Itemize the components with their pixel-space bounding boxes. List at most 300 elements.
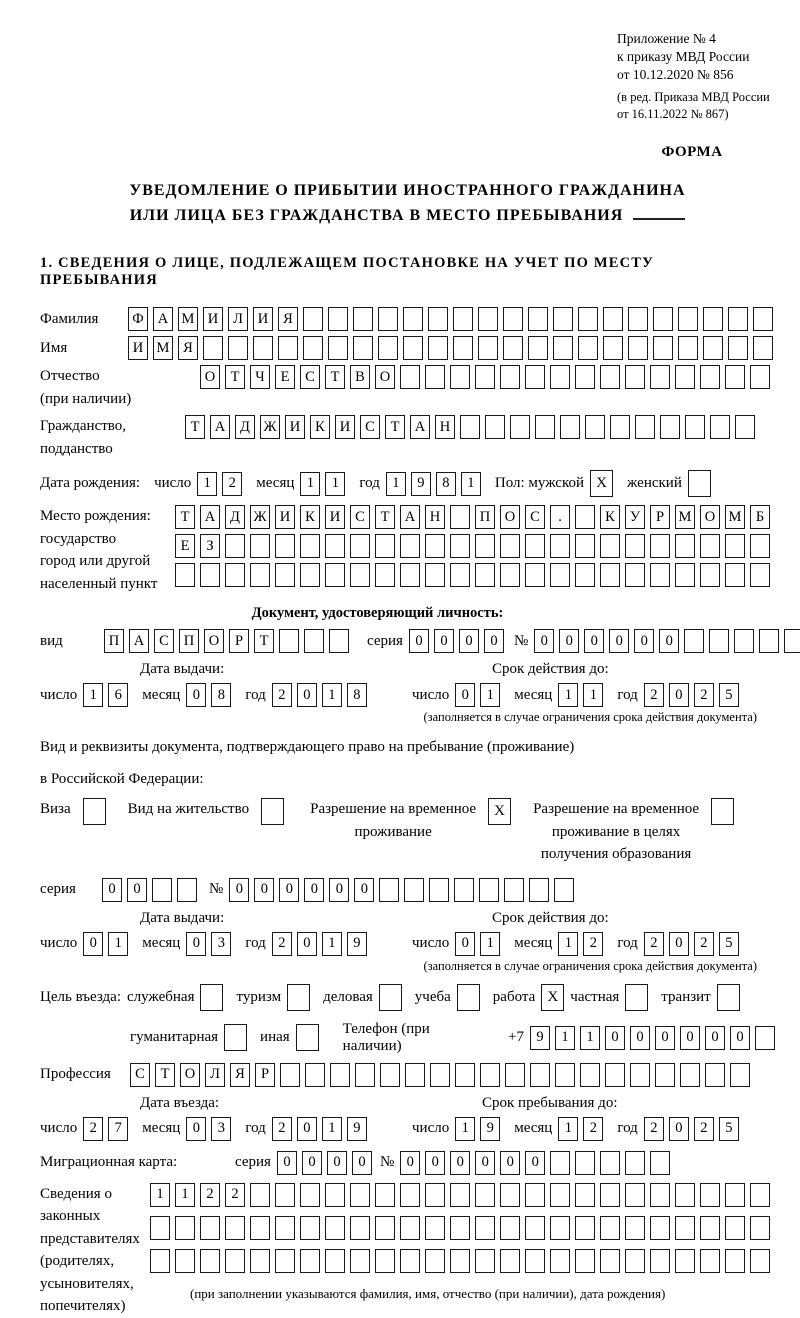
cell[interactable]	[553, 307, 573, 331]
cell[interactable]: 0	[459, 629, 479, 653]
cell[interactable]: 0	[425, 1151, 445, 1175]
cell[interactable]	[500, 563, 520, 587]
cell[interactable]: 0	[609, 629, 629, 653]
doc-series-cells[interactable]	[409, 629, 504, 653]
cell[interactable]: 8	[436, 472, 456, 496]
cell[interactable]	[580, 1063, 600, 1087]
cell[interactable]	[278, 336, 298, 360]
cell[interactable]: И	[253, 307, 273, 331]
cell[interactable]	[725, 365, 745, 389]
cell[interactable]	[403, 336, 423, 360]
cell[interactable]: М	[153, 336, 173, 360]
cell[interactable]: М	[675, 505, 695, 529]
entry-day-cells[interactable]	[83, 1117, 128, 1141]
cell[interactable]: 9	[480, 1117, 500, 1141]
cell[interactable]: 0	[705, 1026, 725, 1050]
cell[interactable]	[625, 563, 645, 587]
cell[interactable]	[224, 1024, 247, 1051]
cell[interactable]	[660, 415, 680, 439]
cell[interactable]	[709, 629, 729, 653]
representatives-cells-row1[interactable]	[150, 1183, 770, 1207]
cell[interactable]	[453, 307, 473, 331]
cell[interactable]: П	[179, 629, 199, 653]
cell[interactable]	[725, 563, 745, 587]
permit-valid-year-cells[interactable]	[644, 932, 739, 956]
cell[interactable]	[400, 1183, 420, 1207]
cell[interactable]	[600, 1249, 620, 1273]
purpose-business-checkbox[interactable]	[379, 984, 402, 1011]
cell[interactable]	[275, 1216, 295, 1240]
cell[interactable]	[650, 1249, 670, 1273]
cell[interactable]	[684, 629, 704, 653]
cell[interactable]	[535, 415, 555, 439]
birth-year-cells[interactable]	[386, 472, 481, 496]
cell[interactable]	[250, 534, 270, 558]
cell[interactable]: 1	[322, 1117, 342, 1141]
cell[interactable]: Д	[235, 415, 255, 439]
cell[interactable]: 2	[272, 932, 292, 956]
cell[interactable]: С	[525, 505, 545, 529]
cell[interactable]	[460, 415, 480, 439]
cell[interactable]	[478, 336, 498, 360]
cell[interactable]	[325, 1216, 345, 1240]
cell[interactable]: 0	[584, 629, 604, 653]
cell[interactable]	[753, 336, 773, 360]
cell[interactable]: 6	[108, 683, 128, 707]
cell[interactable]	[625, 365, 645, 389]
cell[interactable]	[378, 336, 398, 360]
cell[interactable]	[500, 1249, 520, 1273]
cell[interactable]: С	[130, 1063, 150, 1087]
citizenship-cells[interactable]	[185, 415, 755, 439]
cell[interactable]	[303, 336, 323, 360]
cell[interactable]	[730, 1063, 750, 1087]
cell[interactable]	[575, 534, 595, 558]
doc-valid-month-cells[interactable]	[558, 683, 603, 707]
cell[interactable]	[350, 1183, 370, 1207]
cell[interactable]: 0	[409, 629, 429, 653]
purpose-humanitarian-checkbox[interactable]	[224, 1024, 247, 1051]
permit-valid-month-cells[interactable]	[558, 932, 603, 956]
cell[interactable]: О	[375, 365, 395, 389]
cell[interactable]	[300, 1249, 320, 1273]
cell[interactable]: 2	[644, 683, 664, 707]
cell[interactable]	[734, 629, 754, 653]
cell[interactable]	[330, 1063, 350, 1087]
cell[interactable]: У	[625, 505, 645, 529]
cell[interactable]: 2	[583, 932, 603, 956]
entry-year-cells[interactable]	[272, 1117, 367, 1141]
cell[interactable]: А	[210, 415, 230, 439]
cell[interactable]	[503, 307, 523, 331]
cell[interactable]: И	[203, 307, 223, 331]
cell[interactable]	[177, 878, 197, 902]
cell[interactable]	[750, 1216, 770, 1240]
cell[interactable]	[253, 336, 273, 360]
cell[interactable]	[575, 563, 595, 587]
cell[interactable]: 0	[525, 1151, 545, 1175]
cell[interactable]: Т	[375, 505, 395, 529]
cell[interactable]	[635, 415, 655, 439]
cell[interactable]	[379, 878, 399, 902]
cell[interactable]: 0	[450, 1151, 470, 1175]
cell[interactable]: Т	[155, 1063, 175, 1087]
cell[interactable]	[675, 563, 695, 587]
cell[interactable]: Я	[178, 336, 198, 360]
cell[interactable]	[650, 563, 670, 587]
cell[interactable]: 0	[455, 683, 475, 707]
cell[interactable]: 0	[475, 1151, 495, 1175]
cell[interactable]	[455, 1063, 475, 1087]
cell[interactable]: О	[700, 505, 720, 529]
cell[interactable]	[728, 307, 748, 331]
cell[interactable]: Т	[225, 365, 245, 389]
cell[interactable]: 9	[530, 1026, 550, 1050]
cell[interactable]	[280, 1063, 300, 1087]
cell[interactable]: В	[350, 365, 370, 389]
cell[interactable]	[603, 336, 623, 360]
cell[interactable]	[600, 365, 620, 389]
cell[interactable]	[600, 563, 620, 587]
cell[interactable]: 1	[558, 932, 578, 956]
cell[interactable]	[554, 878, 574, 902]
cell[interactable]: Т	[175, 505, 195, 529]
patronymic-cells[interactable]	[200, 365, 770, 389]
entry-month-cells[interactable]	[186, 1117, 231, 1141]
cell[interactable]	[750, 534, 770, 558]
cell[interactable]	[250, 1216, 270, 1240]
cell[interactable]	[355, 1063, 375, 1087]
cell[interactable]	[225, 534, 245, 558]
cell[interactable]	[475, 365, 495, 389]
cell[interactable]	[475, 1216, 495, 1240]
doc-kind-cells[interactable]	[104, 629, 349, 653]
cell[interactable]	[425, 1183, 445, 1207]
cell[interactable]: 0	[400, 1151, 420, 1175]
birth-place-cells-row1[interactable]	[175, 505, 770, 529]
cell[interactable]	[750, 1249, 770, 1273]
cell[interactable]: 0	[634, 629, 654, 653]
cell[interactable]	[550, 1249, 570, 1273]
cell[interactable]	[560, 415, 580, 439]
cell[interactable]	[250, 563, 270, 587]
cell[interactable]	[350, 563, 370, 587]
cell[interactable]	[450, 365, 470, 389]
cell[interactable]: М	[725, 505, 745, 529]
cell[interactable]: 0	[669, 932, 689, 956]
cell[interactable]: 1	[322, 683, 342, 707]
cell[interactable]	[353, 307, 373, 331]
cell[interactable]: Т	[325, 365, 345, 389]
purpose-study-checkbox[interactable]	[457, 984, 480, 1011]
cell[interactable]	[628, 336, 648, 360]
cell[interactable]: 8	[347, 683, 367, 707]
cell[interactable]: 0	[605, 1026, 625, 1050]
cell[interactable]	[553, 336, 573, 360]
cell[interactable]	[428, 336, 448, 360]
cell[interactable]: Т	[385, 415, 405, 439]
cell[interactable]: 0	[327, 1151, 347, 1175]
cell[interactable]: 1	[558, 683, 578, 707]
edu-permit-checkbox[interactable]	[711, 798, 734, 825]
cell[interactable]: О	[500, 505, 520, 529]
cell[interactable]: С	[350, 505, 370, 529]
cell[interactable]: Е	[275, 365, 295, 389]
cell[interactable]	[450, 563, 470, 587]
cell[interactable]: 0	[630, 1026, 650, 1050]
cell[interactable]	[610, 415, 630, 439]
cell[interactable]: О	[204, 629, 224, 653]
permit-issue-day-cells[interactable]	[83, 932, 128, 956]
cell[interactable]: М	[178, 307, 198, 331]
cell[interactable]: Ж	[260, 415, 280, 439]
cell[interactable]	[685, 415, 705, 439]
cell[interactable]	[378, 307, 398, 331]
cell[interactable]: 9	[411, 472, 431, 496]
cell[interactable]	[400, 1249, 420, 1273]
cell[interactable]: Б	[750, 505, 770, 529]
cell[interactable]	[305, 1063, 325, 1087]
cell[interactable]: 0	[500, 1151, 520, 1175]
cell[interactable]: 0	[186, 1117, 206, 1141]
cell[interactable]: 0	[352, 1151, 372, 1175]
purpose-other-checkbox[interactable]	[296, 1024, 319, 1051]
cell[interactable]: 0	[659, 629, 679, 653]
cell[interactable]	[475, 534, 495, 558]
cell[interactable]	[380, 1063, 400, 1087]
cell[interactable]: 1	[558, 1117, 578, 1141]
cell[interactable]	[525, 365, 545, 389]
cell[interactable]: О	[180, 1063, 200, 1087]
cell[interactable]	[550, 563, 570, 587]
cell[interactable]: 2	[83, 1117, 103, 1141]
representatives-cells-row2[interactable]	[150, 1216, 770, 1240]
cell[interactable]	[485, 415, 505, 439]
cell[interactable]: А	[400, 505, 420, 529]
cell[interactable]	[625, 534, 645, 558]
cell[interactable]	[175, 563, 195, 587]
cell[interactable]	[675, 365, 695, 389]
cell[interactable]: И	[285, 415, 305, 439]
cell[interactable]	[725, 1249, 745, 1273]
representatives-cells-row3[interactable]	[150, 1249, 770, 1273]
cell[interactable]	[625, 1183, 645, 1207]
cell[interactable]	[303, 307, 323, 331]
cell[interactable]	[150, 1249, 170, 1273]
stay-year-cells[interactable]	[644, 1117, 739, 1141]
cell[interactable]	[703, 307, 723, 331]
cell[interactable]: 0	[730, 1026, 750, 1050]
cell[interactable]: 2	[694, 1117, 714, 1141]
cell[interactable]	[525, 1216, 545, 1240]
cell[interactable]	[329, 629, 349, 653]
cell[interactable]	[405, 1063, 425, 1087]
cell[interactable]: 2	[200, 1183, 220, 1207]
cell[interactable]	[200, 563, 220, 587]
cell[interactable]	[430, 1063, 450, 1087]
cell[interactable]: И	[335, 415, 355, 439]
cell[interactable]: С	[360, 415, 380, 439]
cell[interactable]: Ч	[250, 365, 270, 389]
cell[interactable]: 5	[719, 683, 739, 707]
cell[interactable]: 2	[694, 683, 714, 707]
cell[interactable]	[328, 336, 348, 360]
cell[interactable]: И	[128, 336, 148, 360]
cell[interactable]	[625, 1216, 645, 1240]
cell[interactable]	[200, 984, 223, 1011]
cell[interactable]	[400, 1216, 420, 1240]
cell[interactable]	[325, 534, 345, 558]
cell[interactable]: 1	[108, 932, 128, 956]
cell[interactable]	[175, 1249, 195, 1273]
cell[interactable]	[725, 534, 745, 558]
cell[interactable]: 1	[325, 472, 345, 496]
cell[interactable]: 0	[434, 629, 454, 653]
cell[interactable]	[275, 563, 295, 587]
permit-issue-month-cells[interactable]	[186, 932, 231, 956]
cell[interactable]	[480, 1063, 500, 1087]
cell[interactable]	[759, 629, 779, 653]
cell[interactable]: Е	[175, 534, 195, 558]
cell[interactable]	[784, 629, 800, 653]
cell[interactable]	[528, 307, 548, 331]
permit-series-cells[interactable]	[102, 878, 197, 902]
cell[interactable]: 3	[211, 932, 231, 956]
cell[interactable]: 2	[583, 1117, 603, 1141]
cell[interactable]	[296, 1024, 319, 1051]
cell[interactable]	[500, 1216, 520, 1240]
cell[interactable]: А	[410, 415, 430, 439]
cell[interactable]: 0	[669, 683, 689, 707]
cell[interactable]	[287, 984, 310, 1011]
cell[interactable]: 1	[461, 472, 481, 496]
gender-female-checkbox[interactable]	[688, 470, 711, 497]
cell[interactable]	[429, 878, 449, 902]
cell[interactable]: 8	[211, 683, 231, 707]
cell[interactable]	[550, 1183, 570, 1207]
cell[interactable]: 5	[719, 932, 739, 956]
cell[interactable]	[479, 878, 499, 902]
cell[interactable]	[750, 563, 770, 587]
cell[interactable]	[578, 336, 598, 360]
permit-issue-year-cells[interactable]	[272, 932, 367, 956]
temp-permit-checkbox[interactable]	[488, 798, 511, 825]
cell[interactable]	[735, 415, 755, 439]
cell[interactable]	[575, 1216, 595, 1240]
cell[interactable]	[304, 629, 324, 653]
cell[interactable]	[575, 1249, 595, 1273]
cell[interactable]: 0	[186, 683, 206, 707]
cell[interactable]	[755, 1026, 775, 1050]
cell[interactable]	[550, 1216, 570, 1240]
profession-cells[interactable]	[130, 1063, 750, 1087]
cell[interactable]: З	[200, 534, 220, 558]
cell[interactable]	[228, 336, 248, 360]
surname-cells[interactable]	[128, 307, 773, 331]
cell[interactable]	[425, 1216, 445, 1240]
cell[interactable]: Д	[225, 505, 245, 529]
purpose-transit-checkbox[interactable]	[717, 984, 740, 1011]
cell[interactable]	[425, 365, 445, 389]
cell[interactable]	[700, 1216, 720, 1240]
cell[interactable]	[688, 470, 711, 497]
cell[interactable]	[750, 365, 770, 389]
cell[interactable]: А	[153, 307, 173, 331]
permit-valid-day-cells[interactable]	[455, 932, 500, 956]
cell[interactable]: .	[550, 505, 570, 529]
cell[interactable]: 1	[175, 1183, 195, 1207]
cell[interactable]	[325, 563, 345, 587]
doc-issue-month-cells[interactable]	[186, 683, 231, 707]
cell[interactable]	[375, 1183, 395, 1207]
cell[interactable]	[300, 563, 320, 587]
cell[interactable]: 2	[644, 1117, 664, 1141]
cell[interactable]	[504, 878, 524, 902]
cell[interactable]	[454, 878, 474, 902]
cell[interactable]: А	[129, 629, 149, 653]
cell[interactable]	[728, 336, 748, 360]
cell[interactable]	[475, 1183, 495, 1207]
cell[interactable]: А	[200, 505, 220, 529]
cell[interactable]	[404, 878, 424, 902]
cell[interactable]: 0	[669, 1117, 689, 1141]
cell[interactable]	[578, 307, 598, 331]
cell[interactable]: П	[475, 505, 495, 529]
cell[interactable]: 0	[534, 629, 554, 653]
cell[interactable]	[585, 415, 605, 439]
cell[interactable]	[350, 1216, 370, 1240]
doc-number-cells[interactable]	[534, 629, 800, 653]
cell[interactable]: Р	[255, 1063, 275, 1087]
cell[interactable]: 5	[719, 1117, 739, 1141]
cell[interactable]: Ф	[128, 307, 148, 331]
cell[interactable]: К	[600, 505, 620, 529]
cell[interactable]	[525, 534, 545, 558]
cell[interactable]	[675, 534, 695, 558]
cell[interactable]	[678, 336, 698, 360]
cell[interactable]: 0	[127, 878, 147, 902]
cell[interactable]: И	[275, 505, 295, 529]
cell[interactable]	[300, 1183, 320, 1207]
cell[interactable]	[150, 1216, 170, 1240]
cell[interactable]	[675, 1216, 695, 1240]
cell[interactable]	[628, 307, 648, 331]
cell[interactable]	[700, 1183, 720, 1207]
birth-month-cells[interactable]	[300, 472, 345, 496]
cell[interactable]	[500, 365, 520, 389]
birth-day-cells[interactable]	[197, 472, 242, 496]
cell[interactable]	[379, 984, 402, 1011]
cell[interactable]	[625, 984, 648, 1011]
cell[interactable]	[375, 1249, 395, 1273]
cell[interactable]	[453, 336, 473, 360]
doc-valid-day-cells[interactable]	[455, 683, 500, 707]
cell[interactable]	[625, 1249, 645, 1273]
cell[interactable]	[750, 1183, 770, 1207]
cell[interactable]: Н	[435, 415, 455, 439]
cell[interactable]: 2	[272, 1117, 292, 1141]
cell[interactable]: 0	[229, 878, 249, 902]
cell[interactable]	[175, 1216, 195, 1240]
cell[interactable]	[650, 534, 670, 558]
cell[interactable]	[425, 1249, 445, 1273]
cell[interactable]	[503, 336, 523, 360]
cell[interactable]	[279, 629, 299, 653]
cell[interactable]: X	[488, 798, 511, 825]
cell[interactable]: 0	[559, 629, 579, 653]
cell[interactable]	[203, 336, 223, 360]
cell[interactable]	[200, 1216, 220, 1240]
